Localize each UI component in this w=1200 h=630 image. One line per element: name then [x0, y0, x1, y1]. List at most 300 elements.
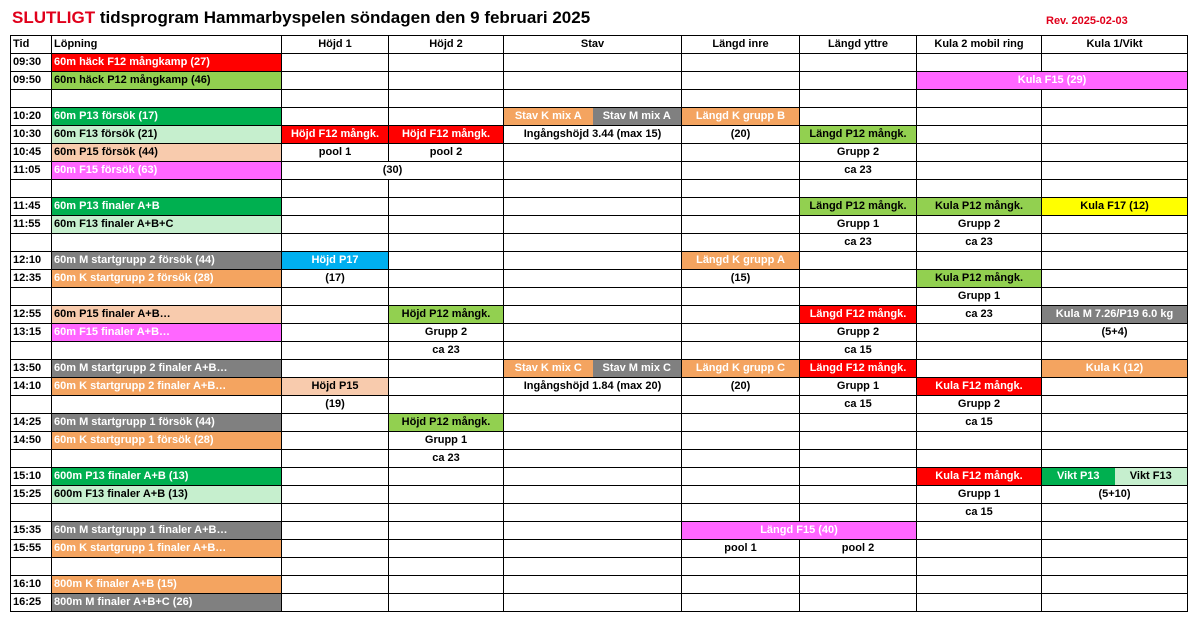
info-cell: pool 1 — [282, 144, 389, 162]
empty-cell — [282, 108, 389, 126]
empty-cell — [389, 540, 504, 558]
empty-cell — [504, 162, 682, 180]
info-cell: ca 23 — [800, 162, 917, 180]
empty-cell — [1042, 54, 1188, 72]
event-cell: Längd P12 mångk. — [800, 198, 917, 216]
time-cell — [11, 342, 52, 360]
empty-cell — [282, 504, 389, 522]
info-cell: pool 2 — [389, 144, 504, 162]
empty-cell — [504, 72, 682, 90]
empty-cell — [389, 360, 504, 378]
running-event-cell — [52, 342, 282, 360]
empty-cell — [389, 54, 504, 72]
event-cell: Höjd F12 mångk. — [282, 126, 389, 144]
empty-cell — [504, 414, 682, 432]
schedule-row — [11, 450, 1188, 468]
empty-cell — [682, 432, 800, 450]
info-cell: ca 23 — [917, 306, 1042, 324]
empty-cell — [282, 180, 389, 198]
time-cell: 11:45 — [11, 198, 52, 216]
empty-cell — [682, 342, 800, 360]
empty-cell — [282, 594, 389, 612]
empty-cell — [1042, 378, 1188, 396]
empty-cell — [1042, 504, 1188, 522]
info-cell: ca 23 — [389, 342, 504, 360]
empty-cell — [917, 144, 1042, 162]
empty-cell — [504, 234, 682, 252]
empty-cell — [389, 288, 504, 306]
info-cell: Grupp 1 — [917, 288, 1042, 306]
event-cell: Längd F15 (40) — [682, 522, 917, 540]
info-cell: ca 23 — [917, 234, 1042, 252]
schedule-row — [11, 432, 1188, 450]
empty-cell — [282, 216, 389, 234]
empty-cell — [389, 486, 504, 504]
running-event-cell: 60m K startgrupp 1 finaler A+B… — [52, 540, 282, 558]
running-event-cell: 60m F13 finaler A+B+C — [52, 216, 282, 234]
event-cell: Kula P12 mångk. — [917, 270, 1042, 288]
schedule-row — [11, 288, 1188, 306]
empty-cell — [682, 306, 800, 324]
empty-cell — [682, 396, 800, 414]
empty-cell — [504, 450, 682, 468]
running-event-cell — [52, 396, 282, 414]
empty-cell — [800, 72, 917, 90]
schedule-row — [11, 414, 1188, 432]
empty-cell — [1042, 288, 1188, 306]
empty-cell — [504, 90, 682, 108]
time-cell: 14:10 — [11, 378, 52, 396]
empty-cell — [282, 540, 389, 558]
column-header-hojd-2: Höjd 2 — [389, 36, 504, 54]
empty-cell — [917, 90, 1042, 108]
event-cell: Längd K grupp A — [682, 252, 800, 270]
empty-cell — [800, 180, 917, 198]
running-event-cell: 60m K startgrupp 2 försök (28) — [52, 270, 282, 288]
empty-cell — [917, 252, 1042, 270]
running-event-cell — [52, 234, 282, 252]
running-event-cell — [52, 450, 282, 468]
empty-cell — [1042, 540, 1188, 558]
empty-cell — [800, 252, 917, 270]
schedule-row — [11, 162, 1188, 180]
info-cell: pool 1 — [682, 540, 800, 558]
info-cell — [917, 54, 1042, 72]
running-event-cell: 800m M finaler A+B+C (26) — [52, 594, 282, 612]
page-title — [12, 8, 590, 28]
empty-cell — [504, 144, 682, 162]
event-cell: Kula F12 mångk. — [917, 378, 1042, 396]
empty-cell — [282, 198, 389, 216]
empty-cell — [917, 108, 1042, 126]
empty-cell — [504, 540, 682, 558]
empty-cell — [282, 432, 389, 450]
empty-cell — [917, 162, 1042, 180]
event-part: Vikt F13 — [1115, 468, 1188, 485]
running-event-cell: 60m P13 försök (17) — [52, 108, 282, 126]
time-cell: 14:25 — [11, 414, 52, 432]
empty-cell — [282, 234, 389, 252]
empty-cell — [282, 306, 389, 324]
empty-cell — [1042, 414, 1188, 432]
time-cell: 15:25 — [11, 486, 52, 504]
empty-cell — [504, 324, 682, 342]
info-cell: Grupp 2 — [389, 324, 504, 342]
info-cell: Grupp 2 — [917, 216, 1042, 234]
empty-cell — [1042, 450, 1188, 468]
empty-cell — [504, 270, 682, 288]
header-row — [11, 36, 1188, 54]
empty-cell — [504, 216, 682, 234]
info-cell: pool 2 — [800, 540, 917, 558]
empty-cell — [682, 198, 800, 216]
empty-cell — [282, 72, 389, 90]
time-cell: 10:20 — [11, 108, 52, 126]
empty-cell — [1042, 144, 1188, 162]
schedule-row — [11, 540, 1188, 558]
empty-cell — [1042, 252, 1188, 270]
running-event-cell — [52, 288, 282, 306]
event-cell: Längd K grupp B — [682, 108, 800, 126]
split-event-cell — [504, 108, 682, 126]
time-cell — [11, 180, 52, 198]
running-event-cell: 60m M startgrupp 1 försök (44) — [52, 414, 282, 432]
empty-cell — [282, 414, 389, 432]
column-header-langd-inre: Längd inre — [682, 36, 800, 54]
time-cell: 12:55 — [11, 306, 52, 324]
empty-cell — [504, 288, 682, 306]
running-event-cell — [52, 90, 282, 108]
time-cell — [11, 288, 52, 306]
empty-cell — [504, 576, 682, 594]
empty-cell — [800, 270, 917, 288]
running-event-cell: 60m F15 finaler A+B… — [52, 324, 282, 342]
empty-cell — [917, 540, 1042, 558]
running-event-cell: 60m häck P12 mångkamp (46) — [52, 72, 282, 90]
split-event-cell — [504, 360, 682, 378]
info-cell: (5+10) — [1042, 486, 1188, 504]
schedule-row — [11, 468, 1188, 486]
time-cell: 16:10 — [11, 576, 52, 594]
column-header-time: Tid — [11, 36, 52, 54]
empty-cell — [504, 594, 682, 612]
empty-cell — [1042, 234, 1188, 252]
empty-cell — [1042, 342, 1188, 360]
empty-cell — [504, 558, 682, 576]
empty-cell — [917, 576, 1042, 594]
empty-cell — [917, 450, 1042, 468]
event-cell: Längd F12 mångk. — [800, 360, 917, 378]
running-event-cell: 600m F13 finaler A+B (13) — [52, 486, 282, 504]
empty-cell — [800, 108, 917, 126]
time-cell: 16:25 — [11, 594, 52, 612]
info-cell: Ingångshöjd 3.44 (max 15) — [504, 126, 682, 144]
schedule-row — [11, 486, 1188, 504]
empty-cell — [917, 180, 1042, 198]
empty-cell — [1042, 162, 1188, 180]
info-cell: Grupp 1 — [800, 216, 917, 234]
running-event-cell: 60m häck F12 mångkamp (27) — [52, 54, 282, 72]
empty-cell — [389, 468, 504, 486]
empty-cell — [389, 108, 504, 126]
empty-cell — [504, 432, 682, 450]
empty-cell — [682, 450, 800, 468]
schedule-row — [11, 72, 1188, 90]
title-text: tidsprogram Hammarbyspelen söndagen den 9 februari 2025 — [95, 8, 591, 27]
empty-cell — [682, 162, 800, 180]
time-cell: 11:05 — [11, 162, 52, 180]
event-cell: Kula M 7.26/P19 6.0 kg — [1042, 306, 1188, 324]
empty-cell — [504, 486, 682, 504]
schedule-row — [11, 360, 1188, 378]
schedule-row — [11, 324, 1188, 342]
empty-cell — [504, 252, 682, 270]
empty-cell — [1042, 126, 1188, 144]
empty-cell — [917, 594, 1042, 612]
info-cell: ca 15 — [917, 504, 1042, 522]
empty-cell — [389, 90, 504, 108]
info-cell: (30) — [282, 162, 504, 180]
running-event-cell: 60m M startgrupp 2 finaler A+B… — [52, 360, 282, 378]
empty-cell — [282, 450, 389, 468]
info-cell: Grupp 2 — [800, 144, 917, 162]
event-part: Stav K mix A — [504, 108, 593, 125]
schedule-row — [11, 108, 1188, 126]
empty-cell — [389, 72, 504, 90]
time-cell: 10:30 — [11, 126, 52, 144]
schedule-row — [11, 396, 1188, 414]
empty-cell — [1042, 216, 1188, 234]
info-cell: ca 15 — [800, 342, 917, 360]
schedule-row — [11, 270, 1188, 288]
time-cell: 15:35 — [11, 522, 52, 540]
empty-cell — [389, 594, 504, 612]
schedule-row — [11, 198, 1188, 216]
schedule-row — [11, 576, 1188, 594]
time-cell: 12:35 — [11, 270, 52, 288]
info-cell: (5+4) — [1042, 324, 1188, 342]
schedule-row — [11, 216, 1188, 234]
schedule-row — [11, 54, 1188, 72]
running-event-cell: 60m M startgrupp 2 försök (44) — [52, 252, 282, 270]
info-cell: Grupp 1 — [917, 486, 1042, 504]
empty-cell — [389, 180, 504, 198]
empty-cell — [504, 306, 682, 324]
empty-cell — [504, 198, 682, 216]
empty-cell — [1042, 396, 1188, 414]
event-cell: Längd F12 mångk. — [800, 306, 917, 324]
empty-cell — [282, 576, 389, 594]
empty-cell — [682, 288, 800, 306]
event-cell: Längd P12 mångk. — [800, 126, 917, 144]
empty-cell — [800, 414, 917, 432]
running-event-cell: 60m P13 finaler A+B — [52, 198, 282, 216]
info-cell: (20) — [682, 126, 800, 144]
schedule-table — [10, 35, 1188, 612]
schedule-row — [11, 306, 1188, 324]
empty-cell — [800, 486, 917, 504]
event-cell: Höjd P12 mångk. — [389, 414, 504, 432]
empty-cell — [682, 504, 800, 522]
info-cell: ca 23 — [389, 450, 504, 468]
schedule-row — [11, 180, 1188, 198]
empty-cell — [800, 54, 917, 72]
info-cell: (20) — [682, 378, 800, 396]
event-cell: Höjd P17 — [282, 252, 389, 270]
empty-cell — [1042, 432, 1188, 450]
title-status: SLUTLIGT — [12, 8, 96, 27]
column-header-stav: Stav — [504, 36, 682, 54]
empty-cell — [504, 396, 682, 414]
empty-cell — [800, 558, 917, 576]
empty-cell — [917, 432, 1042, 450]
empty-cell — [389, 522, 504, 540]
time-cell — [11, 504, 52, 522]
empty-cell — [282, 90, 389, 108]
empty-cell — [682, 216, 800, 234]
schedule-row — [11, 234, 1188, 252]
empty-cell — [917, 342, 1042, 360]
empty-cell — [1042, 558, 1188, 576]
info-cell: (15) — [682, 270, 800, 288]
column-header-kula-2: Kula 2 mobil ring — [917, 36, 1042, 54]
empty-cell — [389, 252, 504, 270]
running-event-cell: 60m M startgrupp 1 finaler A+B… — [52, 522, 282, 540]
empty-cell — [504, 54, 682, 72]
schedule-row — [11, 342, 1188, 360]
empty-cell — [917, 324, 1042, 342]
time-cell — [11, 234, 52, 252]
time-cell: 09:50 — [11, 72, 52, 90]
empty-cell — [389, 216, 504, 234]
time-cell: 15:55 — [11, 540, 52, 558]
empty-cell — [504, 468, 682, 486]
empty-cell — [682, 144, 800, 162]
empty-cell — [389, 270, 504, 288]
schedule-row — [11, 90, 1188, 108]
empty-cell — [800, 450, 917, 468]
empty-cell — [800, 576, 917, 594]
revision-date: Rev. 2025-02-03 — [1046, 15, 1128, 27]
running-event-cell: 60m F15 försök (63) — [52, 162, 282, 180]
info-cell: (19) — [282, 396, 389, 414]
column-header-hojd-1: Höjd 1 — [282, 36, 389, 54]
empty-cell — [917, 522, 1042, 540]
empty-cell — [504, 504, 682, 522]
event-cell: Höjd P15 — [282, 378, 389, 396]
time-cell: 11:55 — [11, 216, 52, 234]
event-cell: Höjd P12 mångk. — [389, 306, 504, 324]
empty-cell — [1042, 576, 1188, 594]
empty-cell — [389, 576, 504, 594]
empty-cell — [282, 342, 389, 360]
split-event-cell — [1042, 468, 1188, 486]
empty-cell — [682, 594, 800, 612]
info-cell: Ingångshöjd 1.84 (max 20) — [504, 378, 682, 396]
empty-cell — [504, 180, 682, 198]
empty-cell — [504, 342, 682, 360]
time-cell: 09:30 — [11, 54, 52, 72]
empty-cell — [282, 486, 389, 504]
empty-cell — [800, 432, 917, 450]
empty-cell — [917, 360, 1042, 378]
running-event-cell: 60m F13 försök (21) — [52, 126, 282, 144]
event-cell: Kula F17 (12) — [1042, 198, 1188, 216]
empty-cell — [800, 468, 917, 486]
info-cell: ca 23 — [800, 234, 917, 252]
empty-cell — [1042, 594, 1188, 612]
empty-cell — [282, 54, 389, 72]
empty-cell — [800, 288, 917, 306]
time-cell — [11, 450, 52, 468]
info-cell: ca 15 — [917, 414, 1042, 432]
empty-cell — [682, 180, 800, 198]
schedule-row — [11, 522, 1188, 540]
empty-cell — [282, 522, 389, 540]
info-cell: (17) — [282, 270, 389, 288]
running-event-cell: 60m K startgrupp 2 finaler A+B… — [52, 378, 282, 396]
empty-cell — [1042, 270, 1188, 288]
running-event-cell — [52, 504, 282, 522]
empty-cell — [389, 234, 504, 252]
event-part: Vikt P13 — [1042, 468, 1115, 485]
running-event-cell: 60m P15 finaler A+B… — [52, 306, 282, 324]
empty-cell — [282, 360, 389, 378]
time-cell: 14:50 — [11, 432, 52, 450]
running-event-cell: 60m K startgrupp 1 försök (28) — [52, 432, 282, 450]
empty-cell — [682, 90, 800, 108]
schedule-row — [11, 252, 1188, 270]
empty-cell — [389, 558, 504, 576]
info-cell: Grupp 1 — [800, 378, 917, 396]
event-part: Stav M mix C — [593, 360, 682, 377]
running-event-cell — [52, 558, 282, 576]
empty-cell — [800, 594, 917, 612]
empty-cell — [1042, 108, 1188, 126]
info-cell: ca 15 — [800, 396, 917, 414]
empty-cell — [800, 504, 917, 522]
schedule-row — [11, 126, 1188, 144]
empty-cell — [682, 54, 800, 72]
info-cell: Grupp 2 — [800, 324, 917, 342]
schedule-row — [11, 558, 1188, 576]
empty-cell — [1042, 180, 1188, 198]
schedule-row — [11, 378, 1188, 396]
empty-cell — [800, 90, 917, 108]
empty-cell — [389, 396, 504, 414]
event-cell: Kula P12 mångk. — [917, 198, 1042, 216]
empty-cell — [504, 522, 682, 540]
schedule-row — [11, 144, 1188, 162]
time-cell: 12:10 — [11, 252, 52, 270]
column-header-lopning: Löpning — [52, 36, 282, 54]
empty-cell — [682, 576, 800, 594]
empty-cell — [389, 504, 504, 522]
schedule-row — [11, 594, 1188, 612]
event-cell: Längd K grupp C — [682, 360, 800, 378]
running-event-cell: 600m P13 finaler A+B (13) — [52, 468, 282, 486]
info-cell: Grupp 1 — [389, 432, 504, 450]
empty-cell — [282, 558, 389, 576]
empty-cell — [917, 126, 1042, 144]
empty-cell — [1042, 522, 1188, 540]
column-header-kula-1-vikt: Kula 1/Vikt — [1042, 36, 1188, 54]
event-cell: Höjd F12 mångk. — [389, 126, 504, 144]
schedule-row — [11, 504, 1188, 522]
empty-cell — [682, 414, 800, 432]
event-part: Stav K mix C — [504, 360, 593, 377]
empty-cell — [682, 558, 800, 576]
